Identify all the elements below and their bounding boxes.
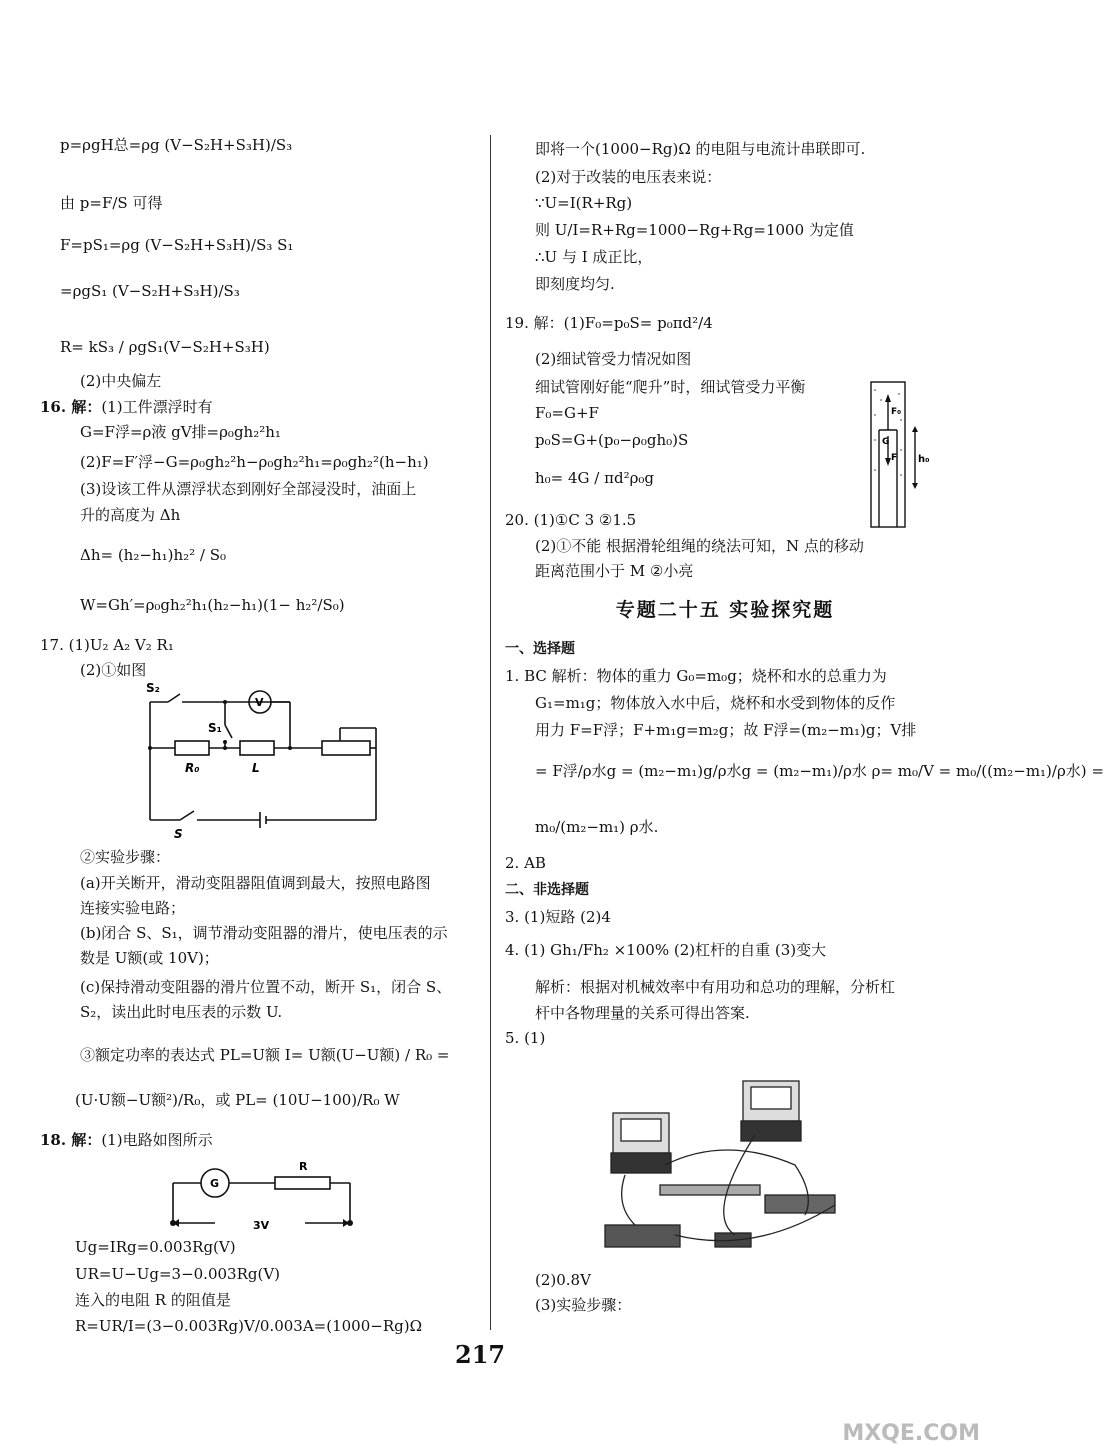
answer-line: (2)①如图 <box>80 661 147 679</box>
apparatus-photo <box>605 1075 845 1255</box>
answer-line: 19. 解：(1)F₀=p₀S= p₀πd²/4 <box>505 314 713 332</box>
formula-line: ③额定功率的表达式 PL=U额 I= U额(U−U额) / R₀ = <box>80 1046 450 1064</box>
formula-line: W=Gh′=ρ₀gh₂²h₁(h₂−h₁)(1− h₂²/S₀) <box>80 596 345 614</box>
answer-line: 升的高度为 Δh <box>80 506 181 524</box>
r0-label: R₀ <box>185 761 200 775</box>
formula-line: (U·U额−U额²)/R₀，或 PL= (10U−100)/R₀ W <box>75 1091 400 1109</box>
answer-line: 连入的电阻 R 的阻值是 <box>75 1291 231 1309</box>
galvanometer-label: G <box>210 1177 220 1190</box>
answer-line: 4. (1) Gh₁/Fh₂ ×100% (2)杠杆的自重 (3)变大 <box>505 941 827 959</box>
answer-line: (2)①不能 根据滑轮组绳的绕法可知，N 点的移动 <box>535 537 864 555</box>
formula-line: m₀/(m₂−m₁) ρ水. <box>535 818 659 836</box>
circuit-diagram-2 <box>165 1155 365 1235</box>
answer-line: 20. (1)①C 3 ②1.5 <box>505 511 637 529</box>
column-divider <box>490 135 491 1330</box>
answer-line: (3)实验步骤： <box>535 1296 632 1314</box>
formula-line: R= kS₃ / ρgS₁(V−S₂H+S₃H) <box>60 338 270 356</box>
answer-line: R=UR/I=(3−0.003Rg)V/0.003A=(1000−Rg)Ω <box>75 1317 423 1335</box>
formula-line: p=ρgH总=ρg (V−S₂H+S₃H)/S₃ <box>60 136 293 154</box>
l-label: L <box>252 761 260 775</box>
answer-line: G=F浮=ρ液 gV排=ρ₀gh₂²h₁ <box>80 423 281 441</box>
s-label: S <box>174 827 183 841</box>
answer-line: (3)设该工件从漂浮状态到刚好全部浸没时，油面上 <box>80 480 417 498</box>
answer-line: G₁=m₁g；物体放入水中后，烧杯和水受到物体的反作 <box>535 694 896 712</box>
answer-line: 则 U/I=R+Rg=1000−Rg+Rg=1000 为定值 <box>535 221 854 239</box>
answer-line: 17. (1)U₂ A₂ V₂ R₁ <box>40 636 174 654</box>
g-label: G <box>882 437 890 447</box>
answer-line: (2)中央偏左 <box>80 372 162 390</box>
answer-line: 用力 F=F浮；F+m₁g=m₂g；故 F浮=(m₂−m₁)g；V排 <box>535 721 917 739</box>
h0-label: h₀ <box>918 454 930 465</box>
answer-line: ∴U 与 I 成正比， <box>535 248 653 266</box>
watermark: MXQE.COM <box>842 1421 980 1446</box>
q16-label: 16. 解：(1)工件漂浮时有 <box>40 398 213 416</box>
answer-line: 3. (1)短路 (2)4 <box>505 908 611 926</box>
answer-line: Ug=IRg=0.003Rg(V) <box>75 1238 236 1256</box>
answer-line: S₂，读出此时电压表的示数 U. <box>80 1003 283 1021</box>
answer-line: ②实验步骤： <box>80 848 171 866</box>
formula-line: p₀S=G+(p₀−ρ₀gh₀)S <box>535 431 689 449</box>
answer-line: 连接实验电路； <box>80 899 186 917</box>
voltage-label: 3V <box>253 1219 270 1232</box>
formula-line: =ρgS₁ (V−S₂H+S₃H)/S₃ <box>60 282 240 300</box>
answer-line: 即刻度均匀. <box>535 275 615 293</box>
f0-label: F₀ <box>891 407 902 417</box>
answer-line: ∵U=I(R+Rg) <box>535 194 633 212</box>
s2-label: S₂ <box>146 681 160 695</box>
answer-line: (2)细试管受力情况如图 <box>535 350 692 368</box>
formula-line: Δh= (h₂−h₁)h₂² / S₀ <box>80 546 227 564</box>
answer-line: 杆中各物理量的关系可得出答案. <box>535 1004 750 1022</box>
answer-line: (2)对于改装的电压表来说： <box>535 168 722 186</box>
formula-line: F=pS₁=ρg (V−S₂H+S₃H)/S₃ S₁ <box>60 236 294 254</box>
answer-line: 2. AB <box>505 854 546 872</box>
q18-label: 18. 解：(1)电路如图所示 <box>40 1131 213 1149</box>
circuit-diagram-1 <box>140 680 460 845</box>
voltmeter-label: V <box>255 696 264 709</box>
answer-line: (c)保持滑动变阻器的滑片位置不动，断开 S₁，闭合 S、 <box>80 978 452 996</box>
page-number: 217 <box>455 1340 506 1369</box>
answer-line: 细试管刚好能“爬升”时，细试管受力平衡 <box>535 378 806 396</box>
answer-line: 数是 U额(或 10V)； <box>80 949 219 967</box>
answer-line: UR=U−Ug=3−0.003Rg(V) <box>75 1265 281 1283</box>
answer-line: (2)0.8V <box>535 1271 591 1289</box>
answer-line: 5. (1) <box>505 1029 546 1047</box>
subsection-title: 二、非选择题 <box>505 882 589 898</box>
answer-line: (a)开关断开，滑动变阻器阻值调到最大，按照电路图 <box>80 874 431 892</box>
r-label: R <box>299 1160 308 1173</box>
answer-line: 距离范围小于 M ②小亮 <box>535 562 694 580</box>
answer-line: 1. BC 解析：物体的重力 G₀=m₀g；烧杯和水的总重力为 <box>505 667 887 685</box>
tube-force-diagram <box>865 380 935 530</box>
formula-line: = F浮/ρ水g = (m₂−m₁)g/ρ水g = (m₂−m₁)/ρ水 ρ= m₀/V = m₀/((m₂−m₁)/ρ水) = <box>535 762 1104 780</box>
f-label: F <box>891 453 898 463</box>
answer-line: (b)闭合 S、S₁，调节滑动变阻器的滑片，使电压表的示 <box>80 924 448 942</box>
s1-label: S₁ <box>208 721 222 735</box>
answer-line: 即将一个(1000−Rg)Ω 的电阻与电流计串联即可. <box>535 140 866 158</box>
section-heading: 专题二十五 实验探究题 <box>615 599 835 621</box>
formula-line: 由 p=F/S 可得 <box>60 194 163 212</box>
subsection-title: 一、选择题 <box>505 641 575 657</box>
formula-line: h₀= 4G / πd²ρ₀g <box>535 469 655 487</box>
answer-line: (2)F=F′浮−G=ρ₀gh₂²h−ρ₀gh₂²h₁=ρ₀gh₂²(h−h₁) <box>80 453 429 471</box>
answer-line: 解析：根据对机械效率中有用功和总功的理解，分析杠 <box>535 978 896 996</box>
formula-line: F₀=G+F <box>535 404 599 422</box>
